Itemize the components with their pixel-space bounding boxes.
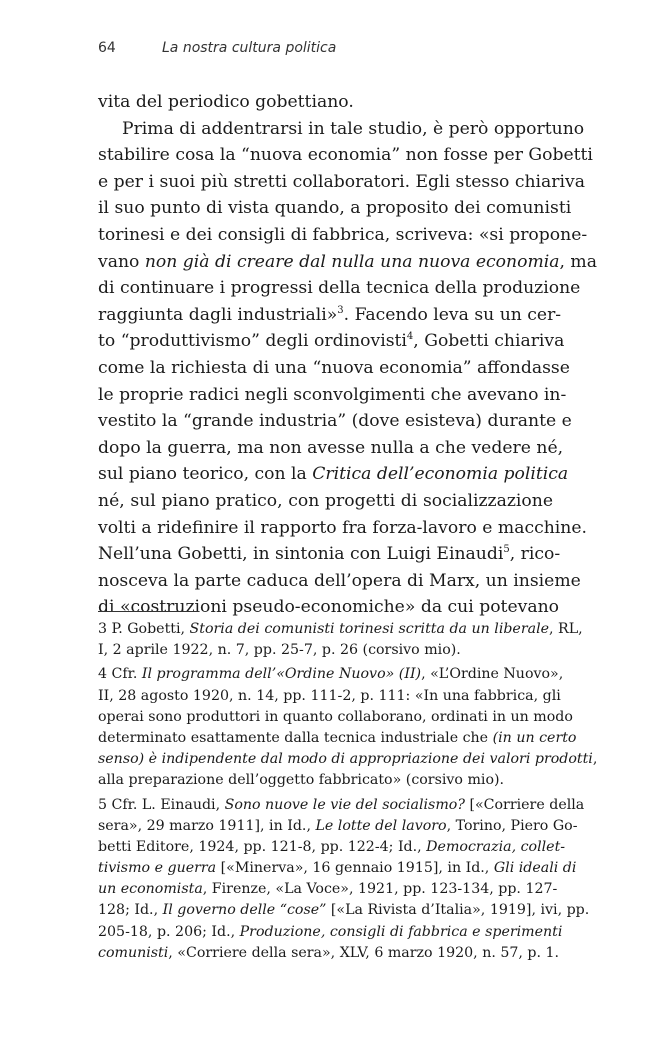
footnote-ref: 5 xyxy=(503,544,510,556)
footnote-line xyxy=(98,900,590,921)
text-run: , rico- xyxy=(509,544,561,565)
text-run: 128; Id., xyxy=(98,902,163,919)
body-line xyxy=(98,89,553,116)
text-run: raggiunta dagli industriali» xyxy=(98,304,338,325)
body-line xyxy=(98,488,553,515)
italic-text: comunisti xyxy=(98,944,169,961)
body-line xyxy=(98,302,562,329)
footnote-line xyxy=(98,640,553,661)
body-line xyxy=(98,355,570,382)
text-run: , «L’Ordine Nuovo», xyxy=(421,666,564,683)
body-line xyxy=(98,116,585,143)
text-run: vestito la “grande industria” (dove esisteva) durante e xyxy=(98,411,572,432)
footnote-line xyxy=(98,728,577,749)
italic-text: Gli ideali di xyxy=(493,860,577,877)
text-run: , ma xyxy=(559,251,597,272)
text-run: 3 P. Gobetti, xyxy=(98,621,190,637)
italic-text: (in un certo xyxy=(492,729,577,746)
italic-text: Le lotte del lavoro xyxy=(315,817,447,834)
text-run: alla preparazione dell’oggetto fabbricato» (corsivo mio). xyxy=(98,772,505,789)
text-run: I, 2 aprile 1922, n. 7, pp. 25-7, p. 26 (corsivo mio). xyxy=(98,642,461,659)
body-line xyxy=(98,195,572,222)
body-line xyxy=(98,435,564,462)
text-run: 205-18, p. 206; Id., xyxy=(98,923,240,940)
text-run: determinato esattamente dalla tecnica industriale che xyxy=(98,729,493,746)
body-line xyxy=(98,461,569,488)
text-run: [«Corriere della xyxy=(464,796,585,813)
text-run: , xyxy=(592,751,598,768)
footnote-line xyxy=(98,858,577,879)
footnote-separator xyxy=(98,611,198,612)
body-line xyxy=(98,142,593,169)
text-run: le proprie radici negli sconvolgimenti che avevano in- xyxy=(98,384,567,405)
footnote-line xyxy=(98,837,566,858)
italic-text: Critica dell’economia politica xyxy=(312,464,569,485)
body-line xyxy=(98,382,567,409)
footnote-ref: 3 xyxy=(337,304,344,316)
footnote-line xyxy=(98,619,583,640)
body-line xyxy=(98,568,581,595)
footnote xyxy=(98,664,598,791)
body-text xyxy=(98,89,597,621)
text-run: e per i suoi più stretti collaboratori. Egli stesso chiariva xyxy=(98,171,585,192)
text-run: di continuare i progressi della tecnica della produzione xyxy=(98,278,581,299)
text-run: il suo punto di vista quando, a proposito dei comunisti xyxy=(98,198,572,219)
text-run: 4 Cfr. xyxy=(98,666,142,683)
text-run: betti Editore, 1924, pp. 121-8, pp. 122-4; Id., xyxy=(98,838,427,855)
text-run: [«Minerva», 16 gennaio 1915], in Id., xyxy=(216,860,494,877)
text-run: né, sul piano pratico, con progetti di socializzazione xyxy=(98,490,553,511)
running-header xyxy=(98,40,553,62)
footnote xyxy=(98,795,590,965)
text-run: sul piano teorico, con la xyxy=(98,464,313,485)
text-run: stabilire cosa la “nuova economia” non fosse per Gobetti xyxy=(98,145,593,166)
text-run: come la richiesta di una “nuova economia” affondasse xyxy=(98,357,570,378)
text-run: volti a ridefinire il rapporto fra forza-lavoro e macchine. xyxy=(98,517,587,538)
italic-text: Produzione, consigli di fabbrica e sperimenti xyxy=(239,923,563,940)
text-run: Nell’una Gobetti, in sintonia con Luigi Einaudi xyxy=(98,544,504,565)
body-line xyxy=(98,169,585,196)
footnote-ref: 4 xyxy=(406,331,414,343)
footnote-line xyxy=(98,707,573,728)
italic-text: non già di creare dal nulla una nuova economia xyxy=(144,251,560,272)
text-run: to “produttivismo” degli ordinovisti xyxy=(98,331,407,352)
text-run: nosceva la parte caduca dell’opera di Marx, un insieme xyxy=(98,570,581,591)
text-run: . Facendo leva su un cer- xyxy=(343,304,562,325)
italic-text: tivismo e guerra xyxy=(98,860,217,877)
footnote-line xyxy=(98,749,598,770)
text-run: , Firenze, «La Voce», 1921, pp. 123-134, pp. 127- xyxy=(202,881,558,898)
text-run: vita del periodico gobettiano. xyxy=(98,92,354,112)
text-run: Prima di addentrarsi in tale studio, è però opportuno xyxy=(122,118,585,139)
footnote xyxy=(98,619,583,661)
footnote-line xyxy=(98,879,558,900)
footnote-line xyxy=(98,686,561,707)
footnote-line xyxy=(98,943,560,964)
footnote-line xyxy=(98,795,585,816)
footnote-line xyxy=(98,770,553,791)
italic-text: Democrazia, collet- xyxy=(426,838,566,855)
body-line xyxy=(98,275,581,302)
running-title: La nostra cultura politica xyxy=(162,40,337,56)
text-run: , Torino, Piero Go- xyxy=(446,817,578,834)
text-run: sera», 29 marzo 1911], in Id., xyxy=(98,817,316,834)
text-run: , RL, xyxy=(549,621,583,637)
body-line xyxy=(98,541,561,568)
body-line xyxy=(98,408,572,435)
text-run: dopo la guerra, ma non avesse nulla a che vedere né, xyxy=(98,437,564,458)
italic-text: senso) è indipendente dal modo di appropriazione dei valori prodotti xyxy=(98,751,593,768)
italic-text: Il governo delle “cose” xyxy=(162,902,327,919)
text-run: vano xyxy=(98,251,145,272)
body-line xyxy=(98,222,588,249)
text-run: torinesi e dei consigli di fabbrica, scriveva: «si propone- xyxy=(98,224,588,245)
text-run: 5 Cfr. L. Einaudi, xyxy=(98,796,225,813)
body-line xyxy=(98,249,597,276)
text-run: , «Corriere della sera», XLV, 6 marzo 1920, n. 57, p. 1. xyxy=(168,944,560,961)
body-line xyxy=(98,328,565,355)
text-run: di «costruzioni pseudo-economiche» da cui potevano xyxy=(98,597,559,618)
page-number: 64 xyxy=(98,40,116,56)
italic-text: un economista xyxy=(98,881,203,898)
italic-text: Storia dei comunisti torinesi scritta da un liberale xyxy=(189,621,550,637)
italic-text: Sono nuove le vie del socialismo? xyxy=(224,796,465,813)
text-run: II, 28 agosto 1920, n. 14, pp. 111-2, p. 111: «In una fabbrica, gli xyxy=(98,687,561,704)
footnote-line xyxy=(98,664,564,685)
footnote-line xyxy=(98,816,578,837)
text-run: , Gobetti chiariva xyxy=(413,331,565,352)
footnote-line xyxy=(98,922,563,943)
italic-text: Il programma dell’«Ordine Nuovo» (II) xyxy=(141,666,422,683)
body-line xyxy=(98,515,587,542)
text-run: [«La Rivista d’Italia», 1919], ivi, pp. xyxy=(326,902,590,919)
body-line xyxy=(98,594,559,621)
text-run: operai sono produttori in quanto collaborano, ordinati in un modo xyxy=(98,708,573,725)
footnotes xyxy=(98,619,598,964)
